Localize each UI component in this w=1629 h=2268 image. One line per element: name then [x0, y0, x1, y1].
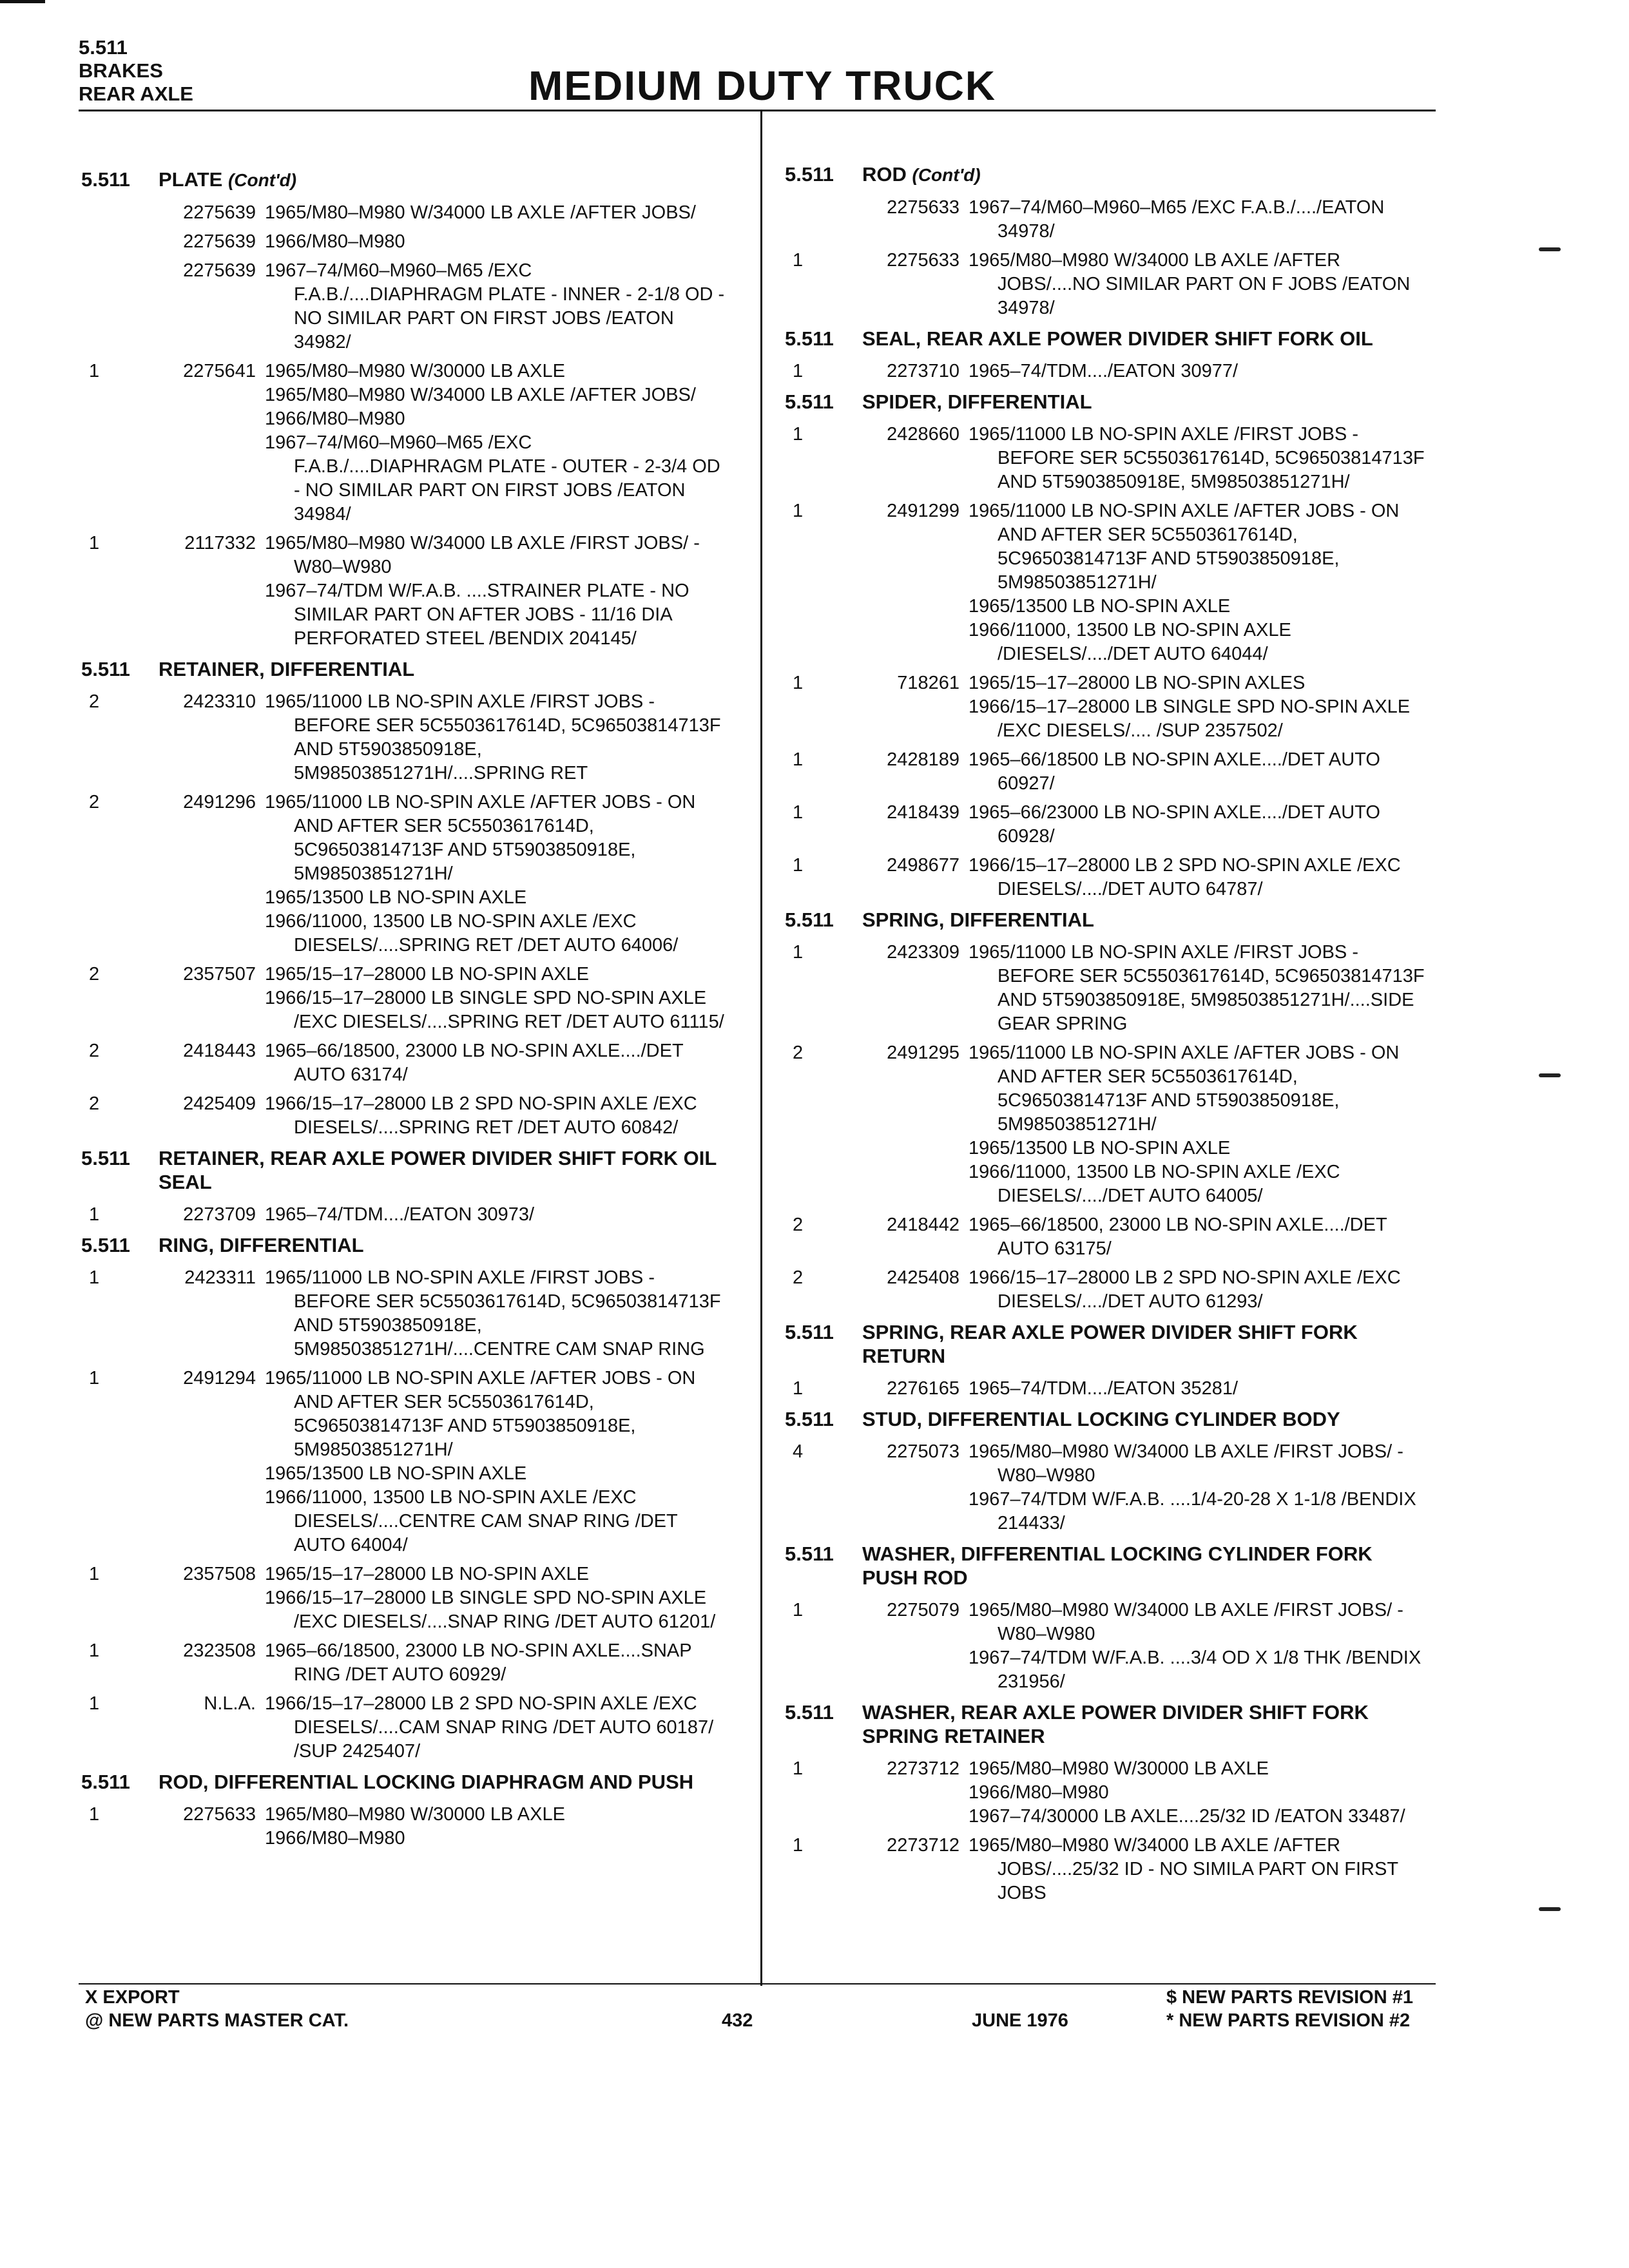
quantity: 1: [89, 1804, 100, 1825]
section-number: 5.511: [785, 1542, 834, 1565]
description-line: 1965/M80–M980 W/34000 LB AXLE /AFTER JOBS/....25/32 ID - NO SIMILA PART ON FIRST JOBS: [969, 1835, 1398, 1903]
continued-label: (Cont'd): [912, 165, 981, 185]
description: [265, 532, 726, 651]
section-title: SPRING, REAR AXLE POWER DIVIDER SHIFT FORK RETURN: [862, 1321, 1358, 1367]
part-number: 2117332: [184, 533, 256, 553]
column-divider: [760, 111, 762, 1986]
part-number: 2275633: [887, 197, 959, 218]
quantity: 1: [793, 749, 804, 770]
description-line: 1966/M80–M980: [265, 408, 405, 429]
header-block: [79, 36, 193, 106]
quantity: 4: [793, 1441, 804, 1462]
description: [969, 854, 1429, 901]
description-line: 1965–66/18500, 23000 LB NO-SPIN AXLE..../DET AUTO 63175/: [969, 1215, 1387, 1259]
quantity: 2: [793, 1267, 804, 1288]
description: [969, 1440, 1429, 1535]
description: [265, 259, 726, 354]
part-entry: [81, 963, 726, 1034]
part-number: 2418443: [183, 1041, 256, 1061]
description: [969, 423, 1429, 494]
section-heading: [785, 390, 1429, 414]
description-line: 1965/M80–M980 W/30000 LB AXLE: [265, 1804, 565, 1825]
description: [265, 1692, 726, 1763]
continued-label: (Cont'd): [227, 170, 297, 190]
quantity: 1: [793, 802, 804, 823]
part-entry: [785, 1440, 1429, 1535]
page-number: 432: [722, 2010, 753, 2031]
section-heading: [81, 657, 726, 681]
description-line: 1966/15–17–28000 LB 2 SPD NO-SPIN AXLE /EXC DIESELS/....SPRING RET /DET AUTO 60842/: [265, 1093, 697, 1138]
part-entry: [785, 1599, 1429, 1694]
revision-note-1: $ NEW PARTS REVISION #1: [1166, 1987, 1413, 2008]
description-line: 1965/11000 LB NO-SPIN AXLE /FIRST JOBS - BEFORE SER 5C5503617614D, 5C96503814713F AND 5T5903850918E, 5M98503851271H/....SPRING RET: [265, 691, 721, 783]
part-entry: [785, 1377, 1429, 1401]
section-title: ROD: [862, 163, 907, 186]
description-line: 1965–66/18500, 23000 LB NO-SPIN AXLE..../DET AUTO 63174/: [265, 1041, 684, 1085]
section-title: SPRING, DIFFERENTIAL: [862, 908, 1094, 931]
part-number: 2428189: [887, 749, 959, 770]
part-number: 2275073: [887, 1441, 959, 1462]
part-entry: [785, 941, 1429, 1036]
margin-tick: [1539, 1073, 1561, 1077]
part-number: 2491299: [887, 501, 959, 521]
section-number: 5.511: [785, 163, 834, 186]
subcategory-label: REAR AXLE: [79, 82, 193, 105]
section-title: PLATE: [159, 168, 223, 191]
quantity: 2: [89, 691, 100, 712]
description-line: 1967–74/TDM W/F.A.B. ....1/4-20-28 X 1-1/8 /BENDIX 214433/: [969, 1489, 1416, 1533]
description-line: 1965–74/TDM..../EATON 35281/: [969, 1378, 1239, 1399]
section-number: 5.511: [785, 327, 834, 350]
part-number: 2273710: [887, 361, 959, 381]
description-line: 1965/11000 LB NO-SPIN AXLE /AFTER JOBS - ON AND AFTER SER 5C5503617614D, 5C96503814713F AND 5T5903850918E, 5M98503851271H/: [969, 1043, 1400, 1135]
description-line: 1966/11000, 13500 LB NO-SPIN AXLE /DIESELS/..../DET AUTO 64044/: [969, 620, 1291, 664]
quantity: 1: [793, 501, 804, 521]
quantity: 1: [793, 361, 804, 381]
section-number: 5.511: [785, 908, 834, 931]
part-number: 2423311: [184, 1267, 256, 1288]
section-number: 5.511: [785, 1321, 834, 1343]
description: [969, 941, 1429, 1036]
description: [265, 1639, 726, 1687]
description-line: 1966/15–17–28000 LB 2 SPD NO-SPIN AXLE /EXC DIESELS/..../DET AUTO 61293/: [969, 1267, 1401, 1312]
quantity: 1: [89, 361, 100, 381]
description: [969, 196, 1429, 244]
description-line: 1965/11000 LB NO-SPIN AXLE /FIRST JOBS - BEFORE SER 5C5503617614D, 5C96503814713F AND 5T5903850918E, 5M98503851271H/....CENTRE CAM SNAP RING: [265, 1267, 721, 1360]
master-note: @ NEW PARTS MASTER CAT.: [85, 2010, 349, 2031]
description: [969, 360, 1429, 383]
description: [969, 1213, 1429, 1261]
part-entry: [785, 1266, 1429, 1314]
section-title: WASHER, DIFFERENTIAL LOCKING CYLINDER FORK PUSH ROD: [862, 1542, 1373, 1589]
description: [969, 499, 1429, 666]
section-heading: [81, 168, 726, 192]
part-number: 2491294: [183, 1368, 256, 1389]
description: [969, 1377, 1429, 1401]
section-number: 5.511: [81, 1771, 130, 1793]
description: [265, 1266, 726, 1361]
part-number: 2273709: [183, 1204, 256, 1225]
quantity: 1: [89, 1693, 100, 1714]
part-entry: [785, 748, 1429, 796]
part-number: 2357507: [183, 964, 256, 985]
part-entry: [81, 532, 726, 651]
description: [969, 249, 1429, 320]
description-line: 1966/M80–M980: [969, 1782, 1109, 1803]
description-line: 1966/11000, 13500 LB NO-SPIN AXLE /EXC DIESELS/....SPRING RET /DET AUTO 64006/: [265, 911, 679, 956]
part-number: 2273712: [887, 1758, 959, 1779]
part-entry: [785, 249, 1429, 320]
quantity: 1: [89, 1267, 100, 1288]
description-line: 1965/M80–M980 W/30000 LB AXLE: [969, 1758, 1269, 1779]
part-number: N.L.A.: [204, 1693, 256, 1714]
description: [969, 1266, 1429, 1314]
part-entry: [785, 360, 1429, 383]
section-number: 5.511: [79, 36, 128, 59]
description-line: 1966/15–17–28000 LB SINGLE SPD NO-SPIN AXLE /EXC DIESELS/.... /SUP 2357502/: [969, 697, 1411, 741]
quantity: 1: [793, 424, 804, 445]
part-entry: [785, 1757, 1429, 1829]
part-number: 718261: [897, 673, 959, 693]
quantity: 2: [793, 1215, 804, 1235]
description-line: 1966/M80–M980: [265, 231, 405, 252]
part-entry: [81, 360, 726, 526]
description: [265, 690, 726, 785]
footer-rule: [79, 1983, 1436, 1984]
part-number: 2275641: [183, 361, 256, 381]
header-rule: [79, 110, 1436, 111]
section-title: RETAINER, DIFFERENTIAL: [159, 658, 415, 680]
part-entry: [81, 1803, 726, 1850]
part-entry: [785, 1041, 1429, 1208]
description-line: 1966/15–17–28000 LB SINGLE SPD NO-SPIN AXLE /EXC DIESELS/....SNAP RING /DET AUTO 61201/: [265, 1588, 716, 1632]
part-entry: [81, 201, 726, 225]
section-title: WASHER, REAR AXLE POWER DIVIDER SHIFT FORK SPRING RETAINER: [862, 1701, 1369, 1747]
quantity: 1: [793, 855, 804, 876]
part-entry: [785, 671, 1429, 743]
description-line: 1965–66/18500, 23000 LB NO-SPIN AXLE....SNAP RING /DET AUTO 60929/: [265, 1640, 692, 1685]
footer-right: [1166, 1986, 1413, 2032]
section-title: SPIDER, DIFFERENTIAL: [862, 390, 1092, 413]
description-line: 1965/13500 LB NO-SPIN AXLE: [969, 596, 1231, 617]
description-line: 1965/15–17–28000 LB NO-SPIN AXLE: [265, 1564, 590, 1584]
part-number: 2273712: [887, 1835, 959, 1856]
footer-date: JUNE 1976: [972, 2010, 1068, 2031]
section-heading: [785, 1407, 1429, 1431]
section-number: 5.511: [785, 390, 834, 413]
left-column: [81, 161, 726, 1856]
description-line: 1965–66/23000 LB NO-SPIN AXLE..../DET AUTO 60928/: [969, 802, 1380, 847]
description: [969, 671, 1429, 743]
description-line: 1965/M80–M980 W/34000 LB AXLE /FIRST JOBS/ -W80–W980: [969, 1600, 1403, 1644]
quantity: 1: [793, 673, 804, 693]
description-line: 1966/15–17–28000 LB SINGLE SPD NO-SPIN AXLE /EXC DIESELS/....SPRING RET /DET AUTO 61115/: [265, 988, 724, 1032]
section-heading: [785, 1700, 1429, 1748]
part-entry: [81, 1562, 726, 1634]
revision-note-2: * NEW PARTS REVISION #2: [1166, 2010, 1411, 2031]
description-line: 1965/M80–M980 W/34000 LB AXLE /FIRST JOBS/ -W80–W980: [265, 533, 700, 577]
description: [969, 1041, 1429, 1208]
quantity: [81, 259, 126, 354]
part-number: 2428660: [887, 424, 959, 445]
quantity: 1: [793, 1378, 804, 1399]
description-line: 1967–74/M60–M960–M65 /EXC F.A.B./..../EATON 34978/: [969, 197, 1385, 242]
part-number: 2275633: [887, 250, 959, 271]
description-line: 1965/13500 LB NO-SPIN AXLE: [265, 887, 527, 908]
description: [969, 1599, 1429, 1694]
quantity: 1: [89, 533, 100, 553]
description: [265, 1803, 726, 1850]
section-heading: [81, 1770, 726, 1794]
description-line: 1965/M80–M980 W/30000 LB AXLE: [265, 361, 565, 381]
description-line: 1965/M80–M980 W/34000 LB AXLE /FIRST JOBS/ -W80–W980: [969, 1441, 1403, 1486]
corner-mark: [0, 0, 45, 3]
description: [969, 801, 1429, 849]
quantity: 1: [793, 1758, 804, 1779]
section-heading: [785, 1542, 1429, 1590]
description-line: 1966/15–17–28000 LB 2 SPD NO-SPIN AXLE /EXC DIESELS/..../DET AUTO 64787/: [969, 855, 1401, 899]
part-number: 2423310: [183, 691, 256, 712]
part-number: 2276165: [887, 1378, 959, 1399]
part-entry: [785, 499, 1429, 666]
export-note: X EXPORT: [85, 1987, 180, 2008]
description-line: 1965/11000 LB NO-SPIN AXLE /AFTER JOBS - ON AND AFTER SER 5C5503617614D, 5C96503814713F AND 5T5903850918E, 5M98503851271H/: [265, 1368, 696, 1460]
description: [265, 1367, 726, 1557]
description-line: 1965–74/TDM..../EATON 30977/: [969, 361, 1239, 381]
section-heading: [785, 908, 1429, 932]
part-number: 2498677: [887, 855, 959, 876]
section-title: RETAINER, REAR AXLE POWER DIVIDER SHIFT FORK OIL SEAL: [159, 1147, 717, 1193]
section-heading: [785, 1320, 1429, 1368]
part-entry: [81, 1692, 726, 1763]
part-entry: [81, 1367, 726, 1557]
part-entry: [81, 1092, 726, 1140]
description-line: 1967–74/M60–M960–M65 /EXC F.A.B./....DIAPHRAGM PLATE - INNER - 2-1/8 OD - NO SIMILAR PART ON FIRST JOBS /EATON 34982/: [265, 260, 725, 352]
description-line: 1967–74/30000 LB AXLE....25/32 ID /EATON 33487/: [969, 1806, 1405, 1827]
part-number: 2275633: [183, 1804, 256, 1825]
description: [265, 201, 726, 225]
quantity: 1: [89, 1204, 100, 1225]
section-title: ROD, DIFFERENTIAL LOCKING DIAPHRAGM AND PUSH: [159, 1771, 694, 1793]
part-number: 2275639: [183, 202, 256, 223]
part-number: 2275079: [887, 1600, 959, 1620]
part-entry: [785, 1213, 1429, 1261]
part-number: 2425408: [887, 1267, 959, 1288]
part-number: 2275639: [183, 260, 256, 281]
description-line: 1965/M80–M980 W/34000 LB AXLE /AFTER JOBS/: [265, 385, 696, 405]
quantity: 1: [793, 942, 804, 963]
description-line: 1965–74/TDM..../EATON 30973/: [265, 1204, 535, 1225]
section-number: 5.511: [81, 168, 130, 191]
right-column: [785, 156, 1429, 1910]
section-number: 5.511: [785, 1408, 834, 1430]
description-line: 1965/11000 LB NO-SPIN AXLE /AFTER JOBS - ON AND AFTER SER 5C5503617614D, 5C96503814713F AND 5T5903850918E, 5M98503851271H/: [969, 501, 1400, 593]
description-line: 1965/M80–M980 W/34000 LB AXLE /AFTER JOBS/: [265, 202, 696, 223]
part-entry: [81, 791, 726, 957]
description-line: 1965/M80–M980 W/34000 LB AXLE /AFTER JOBS/....NO SIMILAR PART ON F JOBS /EATON 34978/: [969, 250, 1411, 318]
quantity: 1: [793, 1835, 804, 1856]
description-line: 1965/11000 LB NO-SPIN AXLE /FIRST JOBS - BEFORE SER 5C5503617614D, 5C96503814713F AND 5T5903850918E, 5M98503851271H/: [969, 424, 1425, 492]
section-heading: [81, 1233, 726, 1257]
description-line: 1965/13500 LB NO-SPIN AXLE: [265, 1463, 527, 1484]
section-title: RING, DIFFERENTIAL: [159, 1234, 364, 1256]
part-entry: [81, 259, 726, 354]
description: [969, 748, 1429, 796]
quantity: 1: [89, 1564, 100, 1584]
section-title: SEAL, REAR AXLE POWER DIVIDER SHIFT FORK OIL: [862, 327, 1373, 350]
quantity: 1: [793, 1600, 804, 1620]
description: [265, 963, 726, 1034]
description-line: 1967–74/TDM W/F.A.B. ....STRAINER PLATE - NO SIMILAR PART ON AFTER JOBS - 11/16 DIA PERFORATED STEEL /BENDIX 204145/: [265, 581, 689, 649]
part-number: 2425409: [183, 1093, 256, 1114]
part-entry: [81, 1203, 726, 1227]
description-line: 1966/M80–M980: [265, 1828, 405, 1849]
page-title: MEDIUM DUTY TRUCK: [528, 62, 997, 109]
description-line: 1965/11000 LB NO-SPIN AXLE /AFTER JOBS - ON AND AFTER SER 5C5503617614D, 5C96503814713F AND 5T5903850918E, 5M98503851271H/: [265, 792, 696, 884]
quantity: 2: [89, 1041, 100, 1061]
section-heading: [785, 162, 1429, 187]
part-number: 2323508: [183, 1640, 256, 1661]
quantity: 1: [89, 1368, 100, 1389]
part-entry: [785, 196, 1429, 244]
description-line: 1965/13500 LB NO-SPIN AXLE: [969, 1138, 1231, 1158]
section-heading: [81, 1146, 726, 1194]
category-label: BRAKES: [79, 59, 163, 82]
margin-tick: [1539, 247, 1561, 251]
section-number: 5.511: [785, 1701, 834, 1724]
section-title: STUD, DIFFERENTIAL LOCKING CYLINDER BODY: [862, 1408, 1340, 1430]
description: [265, 1092, 726, 1140]
section-number: 5.511: [81, 1234, 130, 1256]
description: [265, 1203, 726, 1227]
section-number: 5.511: [81, 658, 130, 680]
part-number: 2275639: [183, 231, 256, 252]
part-entry: [81, 1639, 726, 1687]
description: [265, 230, 726, 254]
section-heading: [785, 327, 1429, 351]
description-line: 1966/11000, 13500 LB NO-SPIN AXLE /EXC DIESELS/..../DET AUTO 64005/: [969, 1162, 1340, 1206]
description: [265, 1562, 726, 1634]
part-number: 2357508: [183, 1564, 256, 1584]
description: [969, 1834, 1429, 1905]
description-line: 1967–74/TDM W/F.A.B. ....3/4 OD X 1/8 THK /BENDIX 231956/: [969, 1648, 1422, 1692]
part-entry: [785, 801, 1429, 849]
description: [265, 791, 726, 957]
part-number: 2491296: [183, 792, 256, 812]
part-entry: [81, 1039, 726, 1087]
description-line: 1967–74/M60–M960–M65 /EXC F.A.B./....DIAPHRAGM PLATE - OUTER - 2-3/4 OD - NO SIMILAR PART ON FIRST JOBS /EATON 34984/: [265, 432, 720, 524]
section-number: 5.511: [81, 1147, 130, 1169]
part-number: 2423309: [887, 942, 959, 963]
description-line: 1966/15–17–28000 LB 2 SPD NO-SPIN AXLE /EXC DIESELS/....CAM SNAP RING /DET AUTO 60187/ /SUP 2425407/: [265, 1693, 714, 1762]
quantity: 2: [89, 964, 100, 985]
description: [265, 1039, 726, 1087]
description-line: 1965–66/18500 LB NO-SPIN AXLE..../DET AUTO 60927/: [969, 749, 1380, 794]
part-number: 2491295: [887, 1043, 959, 1063]
part-entry: [81, 690, 726, 785]
part-entry: [81, 1266, 726, 1361]
quantity: [81, 201, 126, 225]
quantity: 1: [89, 1640, 100, 1661]
description-line: 1965/15–17–28000 LB NO-SPIN AXLE: [265, 964, 590, 985]
quantity: 2: [89, 792, 100, 812]
part-entry: [785, 1834, 1429, 1905]
margin-tick: [1539, 1907, 1561, 1911]
quantity: [81, 230, 126, 254]
description-line: 1965/11000 LB NO-SPIN AXLE /FIRST JOBS - BEFORE SER 5C5503617614D, 5C96503814713F AND 5T5903850918E, 5M98503851271H/....SIDE GEAR SPRING: [969, 942, 1425, 1034]
part-number: 2418442: [887, 1215, 959, 1235]
part-entry: [785, 854, 1429, 901]
part-entry: [81, 230, 726, 254]
description-line: 1965/15–17–28000 LB NO-SPIN AXLES: [969, 673, 1306, 693]
part-entry: [785, 423, 1429, 494]
footer-left: [85, 1986, 349, 2032]
description: [969, 1757, 1429, 1829]
description: [265, 360, 726, 526]
description-line: 1966/11000, 13500 LB NO-SPIN AXLE /EXC DIESELS/....CENTRE CAM SNAP RING /DET AUTO 64004/: [265, 1487, 678, 1555]
quantity: [785, 196, 830, 244]
quantity: 2: [89, 1093, 100, 1114]
part-number: 2418439: [887, 802, 959, 823]
quantity: 2: [793, 1043, 804, 1063]
quantity: 1: [793, 250, 804, 271]
